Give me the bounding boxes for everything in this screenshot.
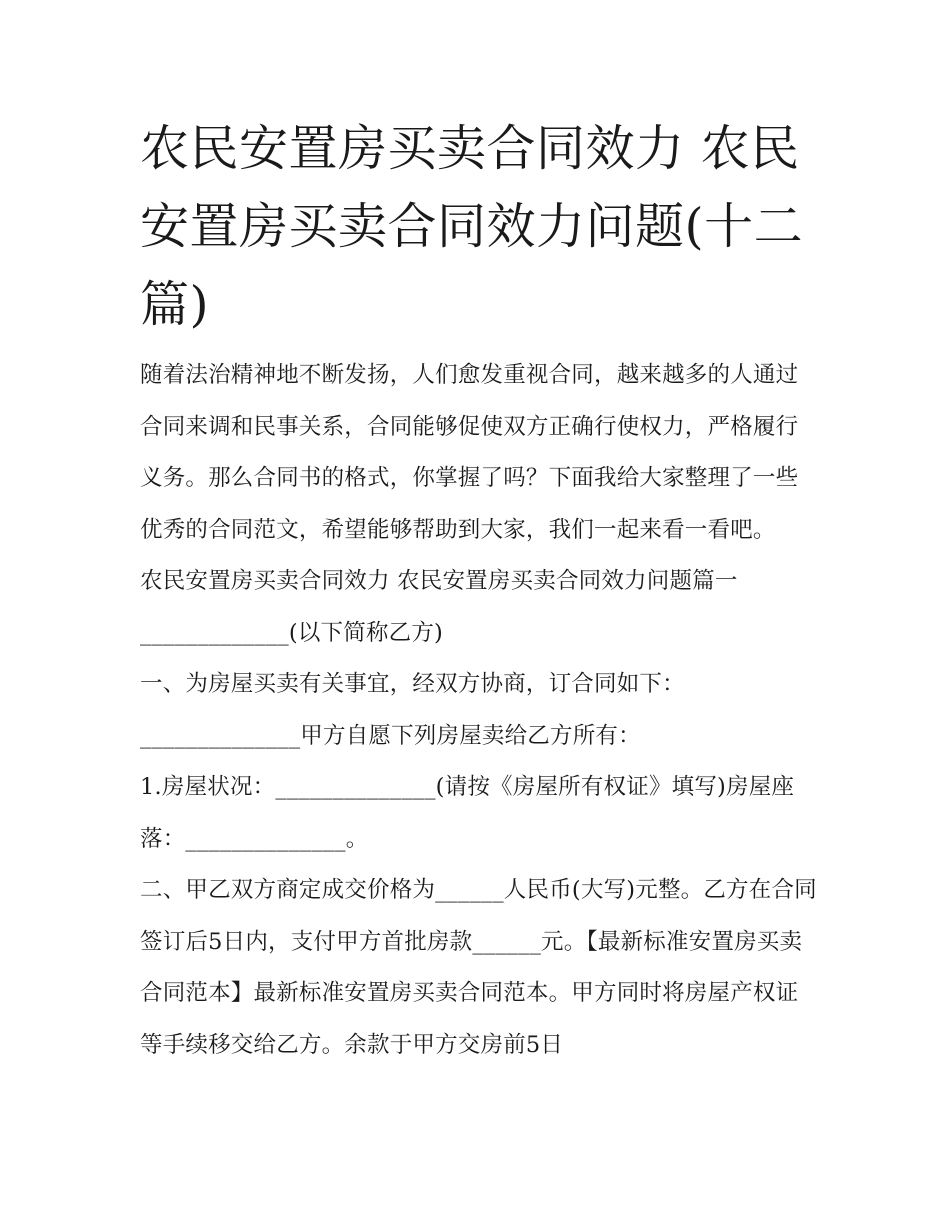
house-status: 1.房屋状况：______________(请按《房屋所有权证》填写)房屋座落：______________。 (140, 774, 795, 852)
party-a-line: ______________甲方自愿下列房屋卖给乙方所有： (140, 722, 641, 749)
document-title: 农民安置房买卖合同效力 农民安置房买卖合同效力问题(十二篇) (140, 120, 804, 333)
party-b-line: _____________(以下简称乙方) (140, 619, 444, 646)
clause-one: 一、为房屋买卖有关事宜，经双方协商，订合同如下： (140, 671, 685, 697)
section-heading: 农民安置房买卖合同效力 农民安置房买卖合同效力问题篇一 (140, 568, 738, 594)
intro-paragraph: 随着法治精神地不断发扬，人们愈发重视合同，越来越多的人通过合同来调和民事关系，合同能够促使双方正确行使权力，严格履行义务。那么合同书的格式，你掌握了吗？下面我给大家整理了一些优秀的合同范文，希望能够帮助到大家，我们一起来看一看吧。 (140, 362, 799, 543)
clause-two: 二、甲乙双方商定成交价格为______人民币(大写)元整。乙方在合同签订后5日内，支付甲方首批房款______元。【最新标准安置房买卖合同范本】最新标准安置房买卖合同范本。甲方同时将房屋产权证等手续移交给乙方。余款于甲方交房前5日 (140, 877, 817, 1058)
document-page (140, 110, 820, 1071)
